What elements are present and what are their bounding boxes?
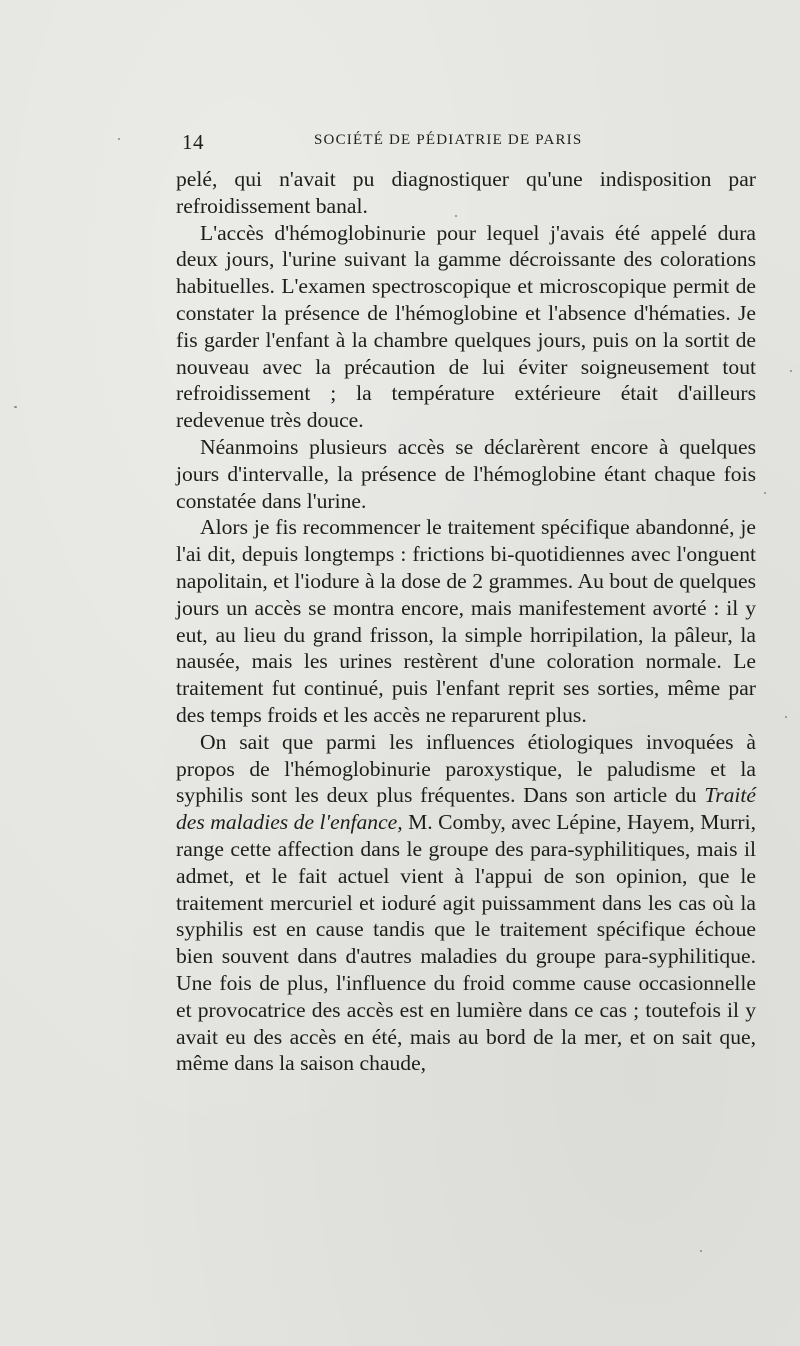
etiology-text-end: M. Comby, avec Lépine, Hayem, Murri, range cette affection dans le groupe des para-syphilitiques, mais il admet, et le fait actuel vient à l'appui de son opinion, que le traitement mercuriel et ioduré agit puissamment dans les cas où la syphilis est en cause tandis que le traitement spécifique échoue bien souvent dans d'autres maladies du groupe para-syphilitique. Une fois de plus, l'influence du froid comme cause occasionnelle et provocatrice des accès est en lumière dans ce cas ; toutefois il y avait eu des accès en été, mais au bord de la mer, et on sait que, même dans la saison chaude, bbox=[176, 810, 756, 1076]
paragraph-hemoglobinuria-episode: L'accès d'hémoglobinurie pour lequel j'avais été appelé dura deux jours, l'urine suivant la gamme décroissante des colorations habituelles. L'examen spectroscopique et microscopique permit de constater la présence de l'hémoglobine et l'absence d'hématies. Je fis garder l'enfant à la chambre quelques jours, puis on la sortit de nouveau avec la précaution de lui éviter soigneusement tout refroidissement ; la température extérieure était d'ailleurs redevenue très douce. bbox=[176, 220, 756, 433]
paper-speck bbox=[14, 406, 17, 408]
body-text bbox=[176, 166, 756, 1077]
etiology-text-start: On sait que parmi les influences étiologiques invoquées à propos de l'hémoglobinurie paroxystique, le paludisme et la syphilis sont les deux plus fréquentes. Dans son article du bbox=[176, 729, 756, 808]
paragraph-etiology bbox=[176, 729, 756, 1077]
paper-speck bbox=[118, 138, 120, 140]
running-title: SOCIÉTÉ DE PÉDIATRIE DE PARIS bbox=[314, 132, 583, 148]
paper-speck bbox=[790, 370, 792, 372]
paragraph-recurrent-attacks: Néanmoins plusieurs accès se déclarèrent encore à quelques jours d'intervalle, la présence de l'hémoglobine étant chaque fois constatée dans l'urine. bbox=[176, 434, 756, 513]
page-number: 14 bbox=[182, 130, 204, 154]
paragraph-continuation: pelé, qui n'avait pu diagnostiquer qu'une indisposition par refroidissement banal. bbox=[176, 167, 756, 218]
page-header bbox=[182, 130, 782, 156]
book-title-italic: Traité des maladies de l'enfance, bbox=[176, 783, 756, 835]
paragraph-treatment: Alors je fis recommencer le traitement spécifique abandonné, je l'ai dit, depuis longtemps : frictions bi-quotidiennes avec l'onguent napolitain, et l'iodure à la dose de 2 grammes. Au bout de quelques jours un accès se montra encore, mais manifestement avorté : il y eut, au lieu du grand frisson, la simple horripilation, la pâleur, la nausée, mais les urines restèrent d'une coloration normale. Le traitement fut continué, puis l'enfant reprit ses sorties, même par des temps froids et les accès ne reparurent plus. bbox=[176, 515, 756, 727]
paper-speck bbox=[764, 492, 766, 494]
paper-speck bbox=[455, 215, 457, 217]
paper-speck bbox=[700, 1250, 702, 1252]
paper-speck bbox=[785, 716, 787, 718]
